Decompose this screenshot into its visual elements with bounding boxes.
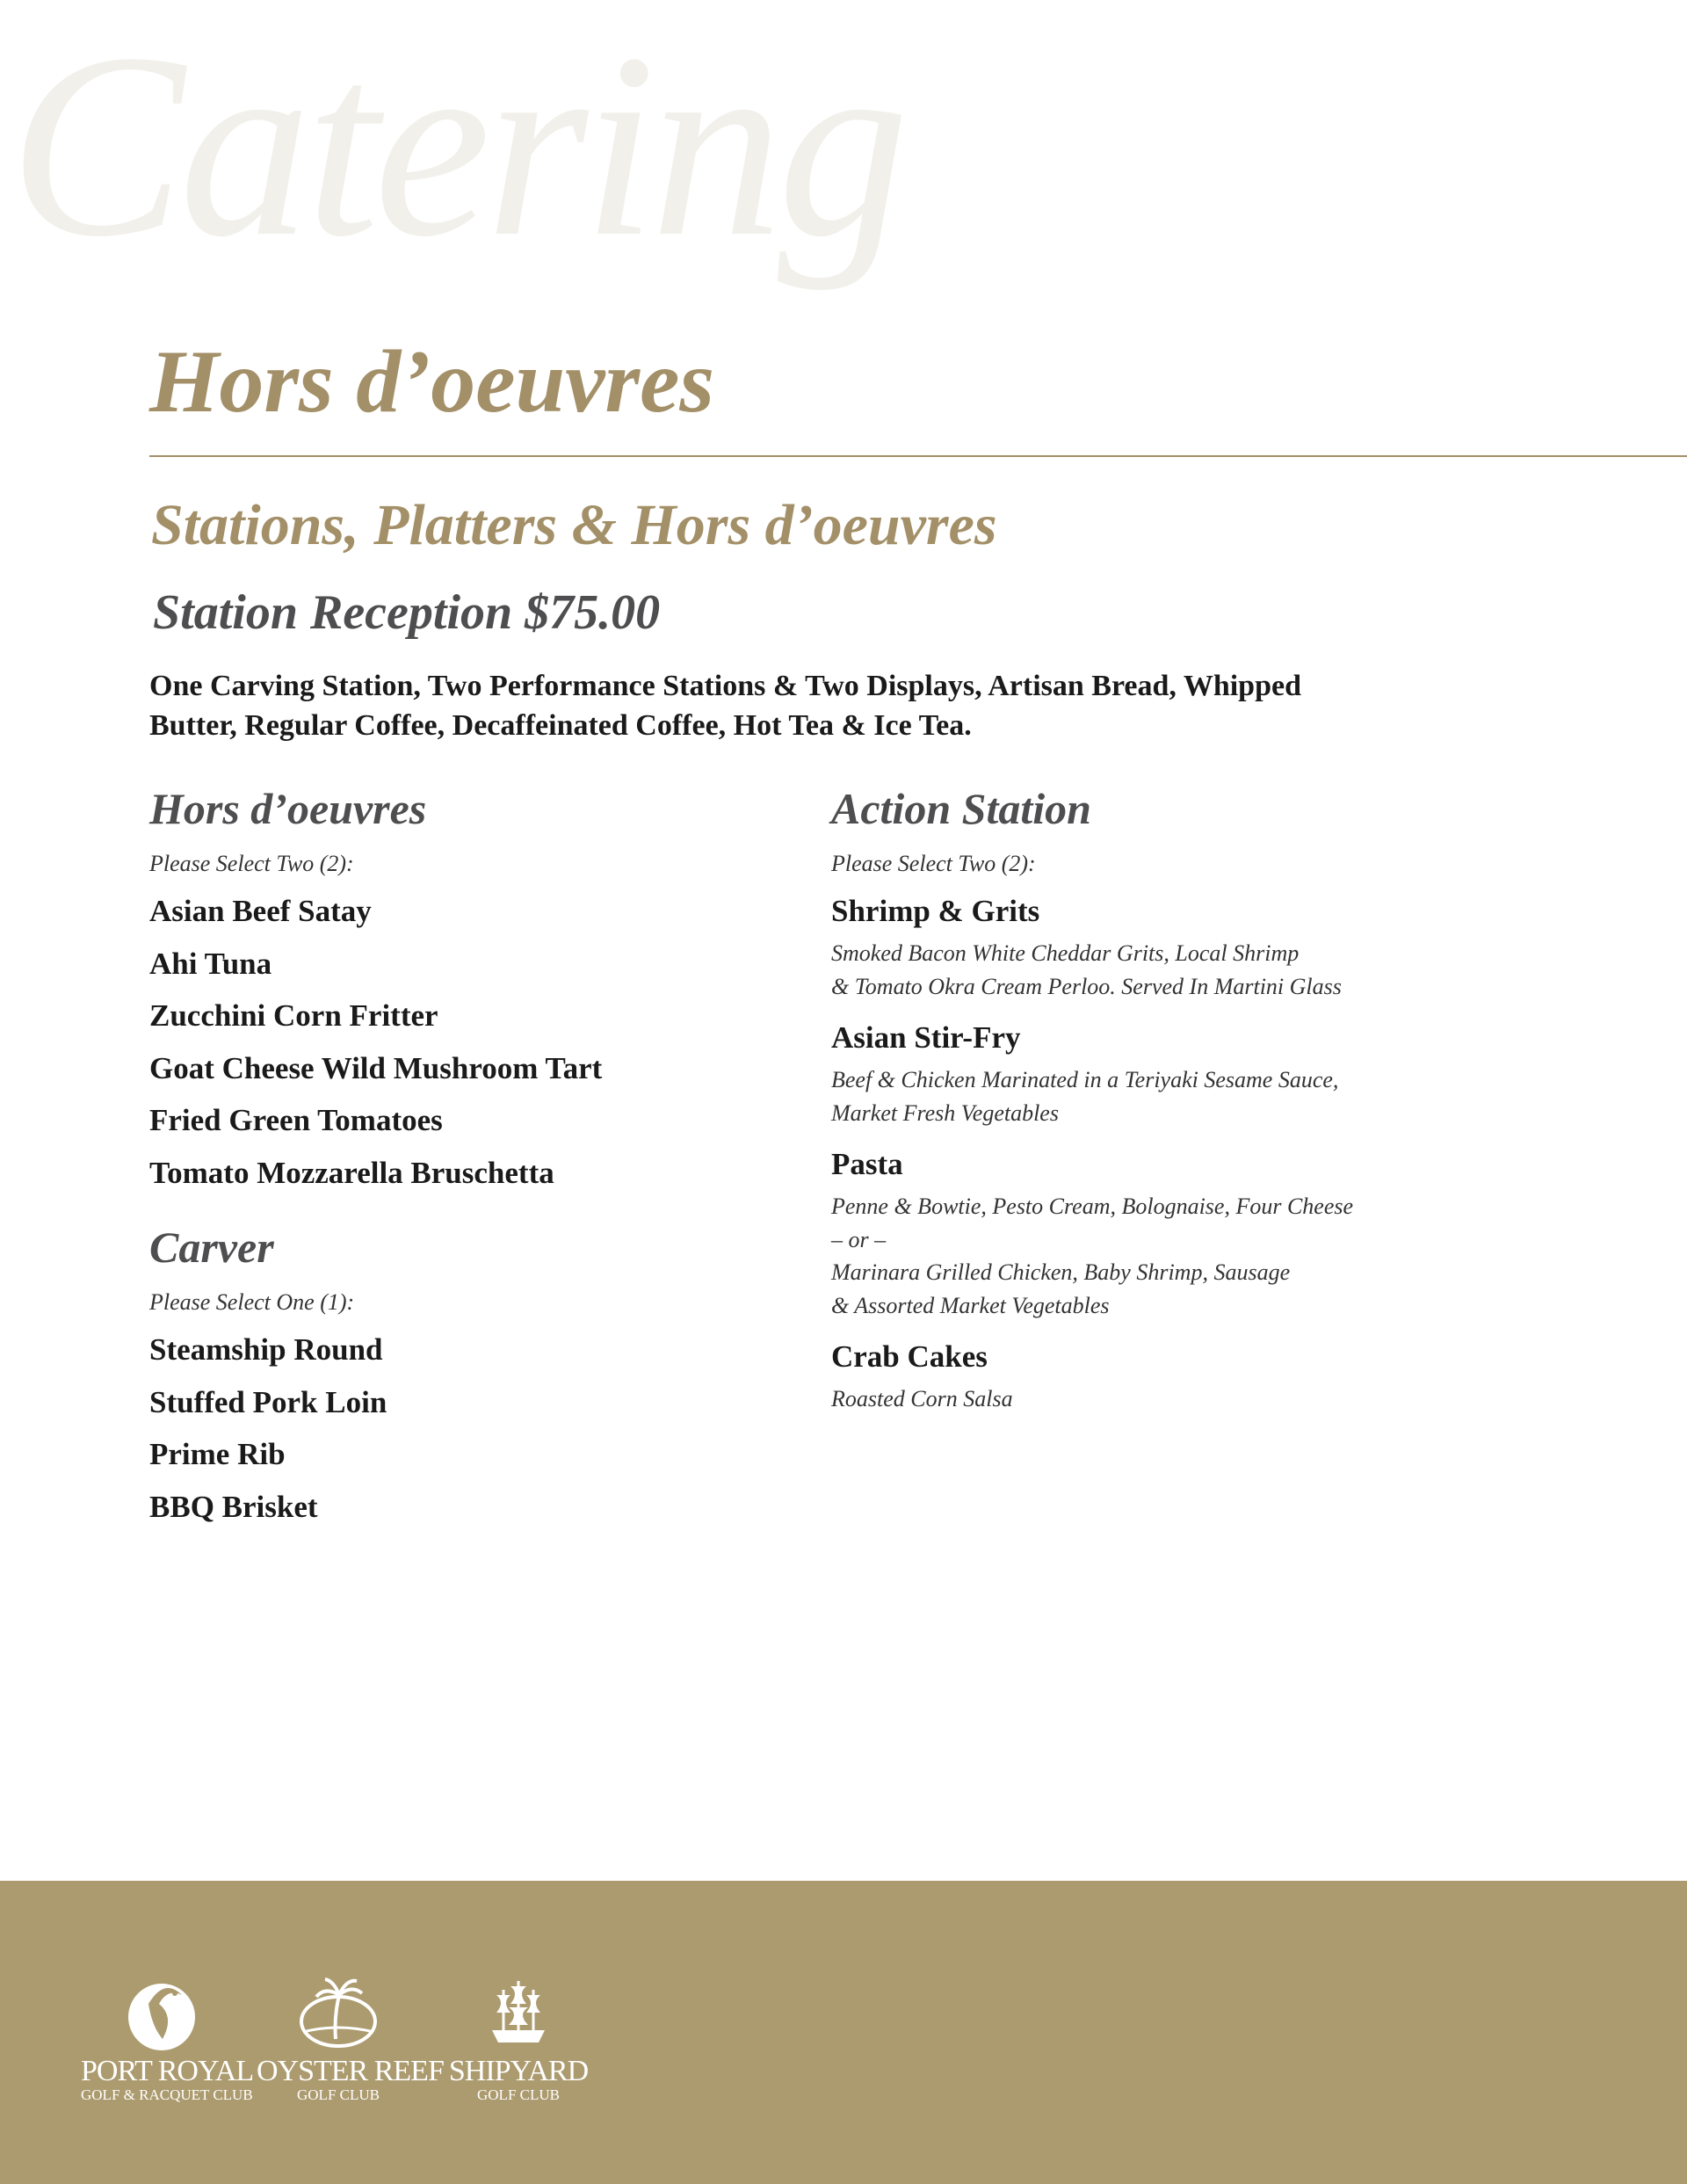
hors-doeuvres-group: [149, 778, 800, 1199]
right-column: [831, 778, 1534, 1425]
menu-item: Prime Rib: [149, 1437, 286, 1471]
action-station-note: Please Select Two (2):: [831, 851, 1036, 876]
carver-group: [149, 1216, 800, 1533]
logo-name: OYSTER REEF: [257, 2055, 444, 2087]
action-item-desc: Marinara Grilled Chicken, Baby Shrimp, Sausage: [831, 1259, 1291, 1285]
action-item-name: Shrimp & Grits: [831, 894, 1040, 928]
shipyard-logo: [439, 1969, 597, 2104]
action-item-desc: Smoked Bacon White Cheddar Grits, Local Shrimp: [831, 940, 1300, 966]
menu-item: Tomato Mozzarella Bruschetta: [149, 1155, 554, 1190]
carver-title: Carver: [149, 1223, 274, 1272]
page-title: Hors d’oeuvres: [149, 332, 715, 432]
footer-band: [0, 1881, 1687, 2184]
menu-item: Goat Cheese Wild Mushroom Tart: [149, 1050, 603, 1085]
ship-icon: [470, 1969, 567, 2057]
action-item: [831, 885, 1534, 1003]
oyster-reef-logo: [257, 1969, 444, 2104]
logo-subtitle: GOLF CLUB: [477, 2086, 560, 2103]
logo-subtitle: GOLF CLUB: [297, 2086, 380, 2103]
menu-item: Ahi Tuna: [149, 946, 272, 981]
hors-doeuvres-title: Hors d’oeuvres: [149, 784, 427, 833]
section-title: Stations, Platters & Hors d’oeuvres: [151, 493, 997, 557]
menu-item: Asian Beef Satay: [149, 894, 372, 928]
heron-icon: [113, 1969, 210, 2057]
action-item: [831, 1331, 1534, 1416]
action-item-desc: Market Fresh Vegetables: [831, 1099, 1059, 1126]
title-divider: [149, 455, 1687, 457]
action-item: [831, 1138, 1534, 1322]
port-royal-logo: [81, 1969, 254, 2104]
carver-note: Please Select One (1):: [149, 1289, 355, 1315]
action-item-desc: & Tomato Okra Cream Perloo. Served In Martini Glass: [831, 973, 1342, 999]
action-item-desc: Roasted Corn Salsa: [831, 1386, 1013, 1411]
menu-item: Stuffed Pork Loin: [149, 1384, 387, 1419]
action-item-name: Asian Stir-Fry: [831, 1020, 1021, 1055]
action-item-desc: Beef & Chicken Marinated in a Teriyaki Sesame Sauce,: [831, 1067, 1339, 1092]
action-item-desc: Penne & Bowtie, Pesto Cream, Bolognaise, Four Cheese: [831, 1194, 1354, 1219]
hors-doeuvres-list: [149, 885, 800, 1199]
action-item-desc: – or –: [831, 1226, 887, 1252]
menu-item: Zucchini Corn Fritter: [149, 998, 438, 1033]
action-item: [831, 1012, 1534, 1129]
logo-name: SHIPYARD: [448, 2055, 589, 2087]
catering-watermark: Catering: [9, 0, 904, 291]
package-title: Station Reception $75.00: [153, 585, 661, 640]
package-description: One Carving Station, Two Performance Stations & Two Displays, Artisan Bread, Whipped Butter, Regular Coffee, Decaffeinated Coffee, Hot Tea & Ice Tea.: [149, 670, 1301, 742]
action-station-title: Action Station: [831, 784, 1091, 833]
hors-doeuvres-note: Please Select Two (2):: [149, 851, 354, 876]
logo-subtitle: GOLF & RACQUET CLUB: [81, 2086, 253, 2103]
carver-list: [149, 1324, 800, 1533]
action-item-name: Pasta: [831, 1147, 903, 1181]
palm-tree-icon: [290, 1969, 387, 2057]
left-column: [149, 778, 800, 1533]
action-item-name: Crab Cakes: [831, 1339, 988, 1374]
menu-item: Steamship Round: [149, 1332, 383, 1367]
menu-item: Fried Green Tomatoes: [149, 1103, 443, 1137]
action-item-desc: & Assorted Market Vegetables: [831, 1292, 1110, 1318]
logo-name: PORT ROYAL: [81, 2055, 254, 2087]
menu-item: BBQ Brisket: [149, 1489, 318, 1524]
